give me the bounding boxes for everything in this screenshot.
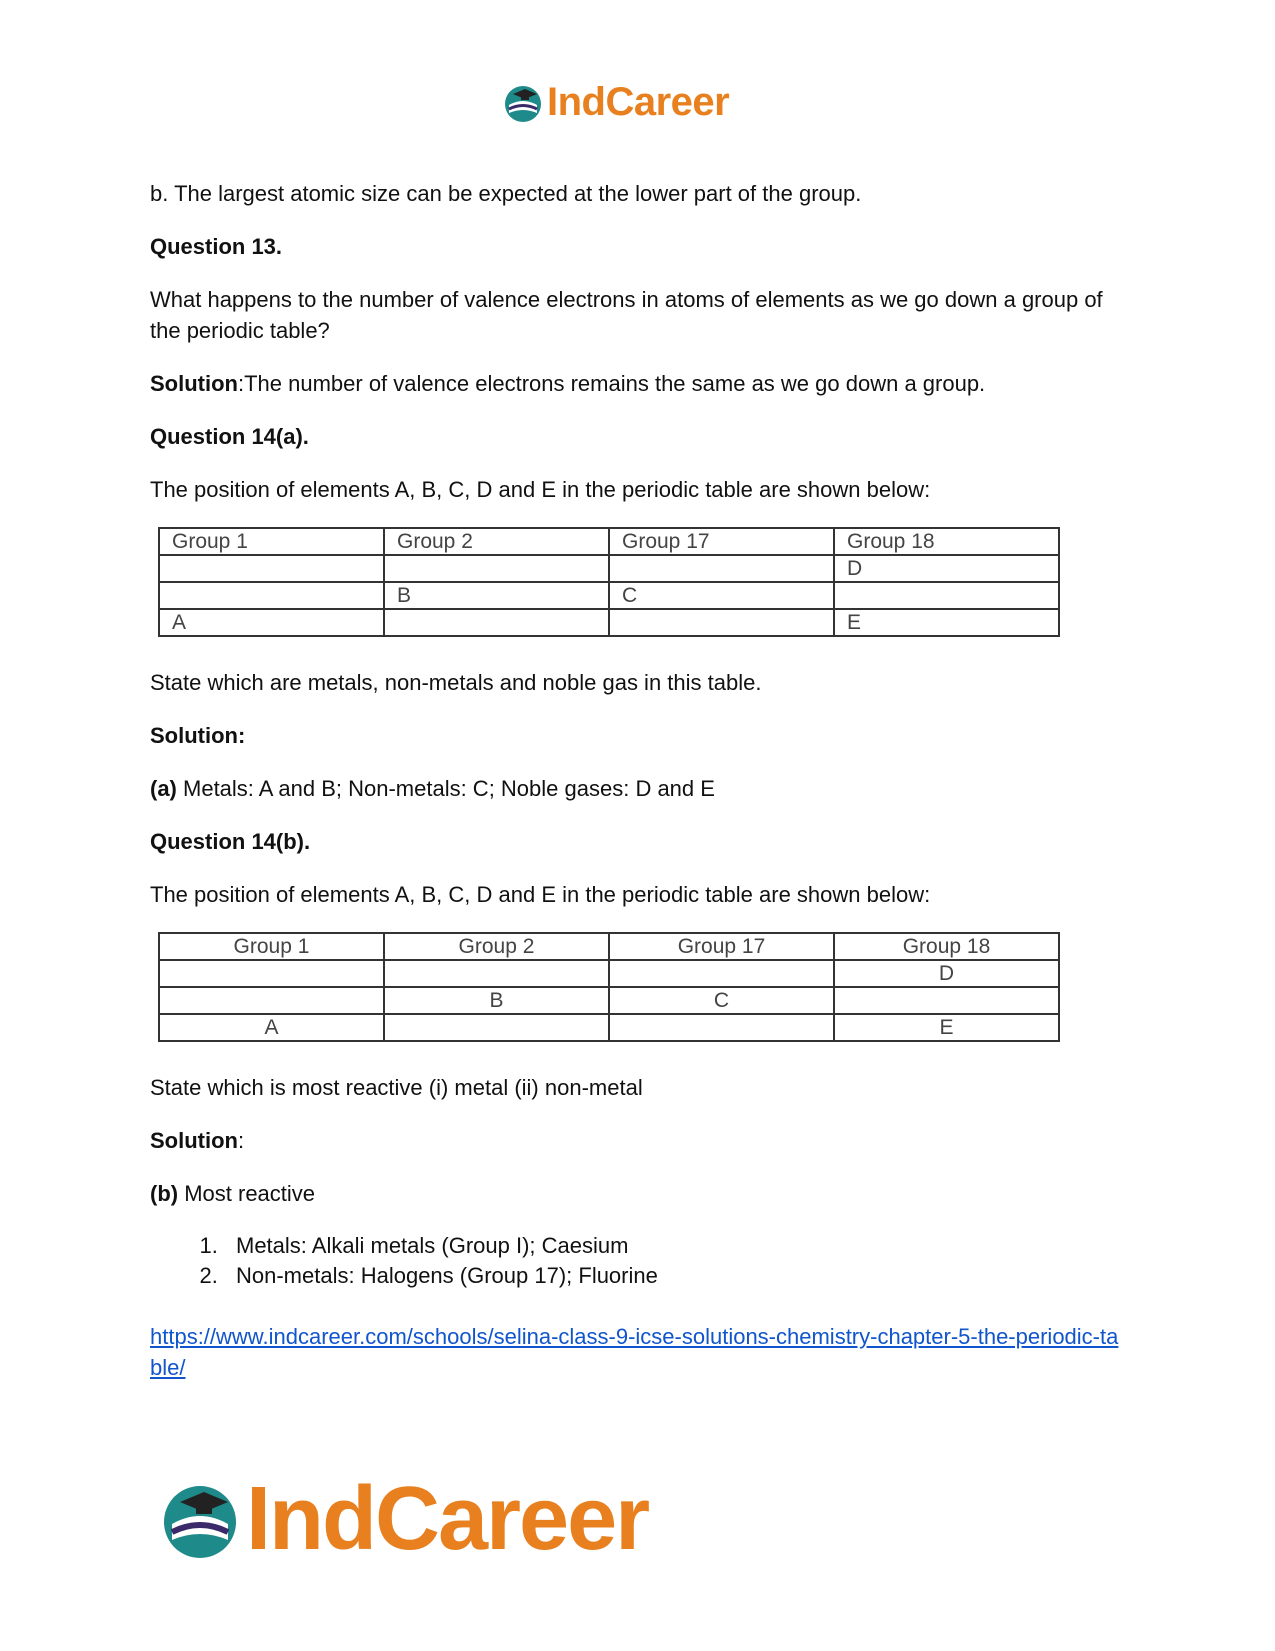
answer-list — [150, 1231, 1130, 1291]
solution-label: Solution — [150, 1128, 238, 1153]
table-header-cell: Group 1 — [159, 528, 384, 555]
answer-text: Most reactive — [178, 1181, 316, 1206]
table-header-cell: Group 2 — [384, 933, 609, 960]
list-item: 1. Metals: Alkali metals (Group I); Caesium — [224, 1231, 1130, 1261]
table-cell — [609, 609, 834, 636]
question-14a-title: Question 14(a). — [150, 424, 309, 449]
question-13-text: What happens to the number of valence electrons in atoms of elements as we go down a group of the periodic table? — [150, 287, 1103, 343]
table-cell — [159, 987, 384, 1014]
question-14b-answer — [150, 1178, 1130, 1209]
question-14b-question: State which is most reactive (i) metal (ii) non-metal — [150, 1075, 643, 1100]
brand-name: IndCareer — [246, 1469, 649, 1569]
graduation-cap-book-icon — [503, 83, 543, 123]
answer-label: (b) — [150, 1181, 179, 1206]
table-cell: C — [609, 582, 834, 609]
list-item: 2. Non-metals: Halogens (Group 17); Fluorine — [224, 1261, 1130, 1291]
document-body — [150, 178, 1130, 1383]
table-cell — [384, 609, 609, 636]
answer-line-b: b. The largest atomic size can be expected at the lower part of the group. — [150, 181, 862, 206]
periodic-table-a — [158, 527, 1060, 637]
table-header-cell: Group 17 — [609, 528, 834, 555]
table-cell — [834, 987, 1059, 1014]
table-cell — [609, 960, 834, 987]
table-row — [159, 555, 1059, 582]
table-header-cell: Group 17 — [609, 933, 834, 960]
header-logo — [503, 80, 729, 125]
table-header-row — [159, 528, 1059, 555]
answer-label: (a) — [150, 776, 177, 801]
periodic-table-b — [158, 932, 1060, 1042]
brand-name: IndCareer — [547, 80, 730, 124]
table-cell: C — [609, 987, 834, 1014]
question-14b-title: Question 14(b). — [150, 829, 311, 854]
table-cell — [834, 582, 1059, 609]
table-cell: B — [384, 582, 609, 609]
table-row — [159, 582, 1059, 609]
table-header-cell: Group 2 — [384, 528, 609, 555]
solution-colon: : — [237, 1128, 245, 1153]
question-14a-solution-label: Solution: — [150, 723, 246, 748]
source-link[interactable]: https://www.indcareer.com/schools/selina-class-9-icse-solutions-chemistry-chapter-5-the-periodic-table/ — [150, 1324, 1119, 1380]
table-cell — [384, 1014, 609, 1041]
question-14a-answer — [150, 773, 1130, 804]
table-cell: B — [384, 987, 609, 1014]
table-row — [159, 609, 1059, 636]
footer-logo — [160, 1468, 648, 1571]
table-header-cell: Group 1 — [159, 933, 384, 960]
question-14a-question: State which are metals, non-metals and noble gas in this table. — [150, 670, 762, 695]
table-cell: A — [159, 609, 384, 636]
question-14b-solution-label — [150, 1125, 1130, 1156]
table-cell — [159, 555, 384, 582]
table-cell: D — [834, 555, 1059, 582]
table-header-row — [159, 933, 1059, 960]
question-14b-intro: The position of elements A, B, C, D and E in the periodic table are shown below: — [150, 882, 931, 907]
table-cell — [384, 555, 609, 582]
solution-text: :The number of valence electrons remains the same as we go down a group. — [237, 371, 986, 396]
table-header-cell: Group 18 — [834, 933, 1059, 960]
table-cell: A — [159, 1014, 384, 1041]
table-cell — [159, 960, 384, 987]
table-cell: E — [834, 609, 1059, 636]
table-row — [159, 987, 1059, 1014]
table-cell — [609, 555, 834, 582]
table-cell: D — [834, 960, 1059, 987]
table-cell — [159, 582, 384, 609]
table-row — [159, 960, 1059, 987]
table-cell — [609, 1014, 834, 1041]
question-13-solution — [150, 368, 1130, 399]
table-cell: E — [834, 1014, 1059, 1041]
question-13-title: Question 13. — [150, 234, 283, 259]
graduation-cap-book-icon — [160, 1480, 240, 1560]
table-row — [159, 1014, 1059, 1041]
solution-label: Solution — [150, 371, 238, 396]
question-14a-intro: The position of elements A, B, C, D and E in the periodic table are shown below: — [150, 477, 931, 502]
answer-text: Metals: A and B; Non-metals: C; Noble gases: D and E — [176, 776, 715, 801]
table-cell — [384, 960, 609, 987]
table-header-cell: Group 18 — [834, 528, 1059, 555]
